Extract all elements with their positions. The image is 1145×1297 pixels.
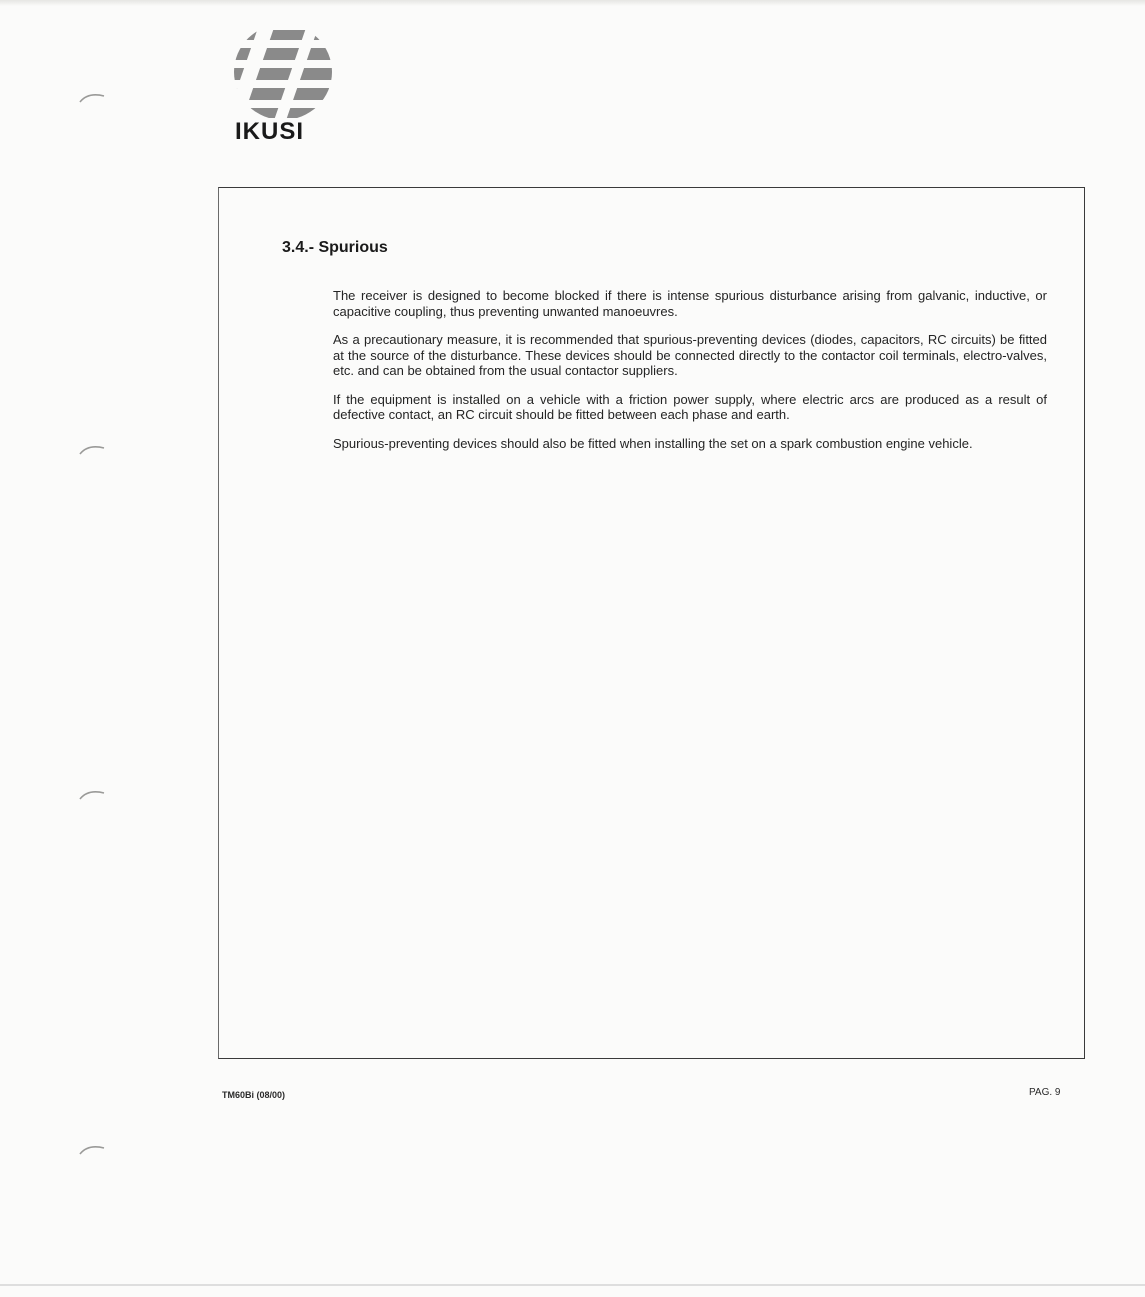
brand-wordmark: IKUSI <box>235 118 305 145</box>
paragraph: If the equipment is installed on a vehicle with a friction power supply, where electric arcs are produced as a result of defective contact, an RC circuit should be fitted between each phase and earth. <box>333 391 1047 422</box>
punch-hole-mark <box>78 1140 108 1160</box>
page-top-edge <box>0 0 1145 6</box>
paragraph: As a precautionary measure, it is recommended that spurious-preventing devices (diodes, capacitors, RC circuits) be fitted at the source of the disturbance. These devices should be connected directly to the contactor coil terminals, electro-valves, etc. and can be obtained from the usual contactor suppliers. <box>333 332 1047 378</box>
paragraph: Spurious-preventing devices should also be fitted when installing the set on a spark combustion engine vehicle. <box>333 435 973 451</box>
punch-hole-mark <box>78 785 108 805</box>
punch-hole-mark <box>78 88 108 108</box>
page-bottom-edge <box>0 1284 1145 1286</box>
section-heading: 3.4.- Spurious <box>282 239 388 256</box>
paragraph: The receiver is designed to become blocked if there is intense spurious disturbance arising from galvanic, inductive, or capacitive coupling, thus preventing unwanted manoeuvres. <box>333 288 1047 319</box>
document-code: TM60Bi (08/00) <box>222 1090 286 1100</box>
punch-hole-mark <box>78 440 108 460</box>
section-body <box>333 288 1047 464</box>
page-number: PAG. 9 <box>1029 1087 1061 1098</box>
